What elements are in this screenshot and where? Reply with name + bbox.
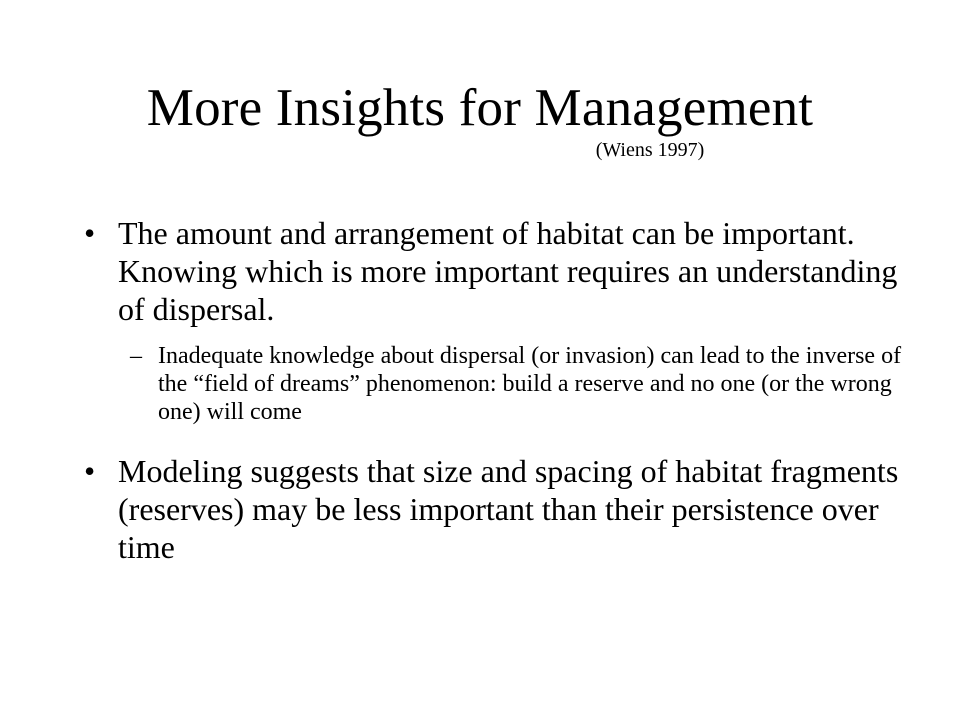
spacer (84, 426, 904, 452)
slide-body (84, 214, 904, 566)
bullet-item (84, 214, 904, 328)
title-block (0, 78, 960, 162)
slide-title: More Insights for Management (146, 79, 814, 137)
sub-bullet-text: Inadequate knowledge about dispersal (or invasion) can lead to the inverse of the “field of dreams” phenomenon: build a reserve and no one (or the wrong one) will come (158, 343, 902, 425)
bullet-text: The amount and arrangement of habitat can be important. Knowing which is more important requires an understanding of dispersal. (118, 215, 898, 327)
bullet-marker: • (84, 215, 96, 251)
bullet-text: Modeling suggests that size and spacing of habitat fragments (reserves) may be less important than their persistence over time (118, 453, 899, 565)
sub-bullet-marker: – (130, 343, 142, 369)
sub-bullet-item (130, 342, 904, 426)
bullet-item (84, 452, 904, 566)
slide-citation: (Wiens 1997) (595, 139, 705, 161)
bullet-marker: • (84, 453, 96, 489)
